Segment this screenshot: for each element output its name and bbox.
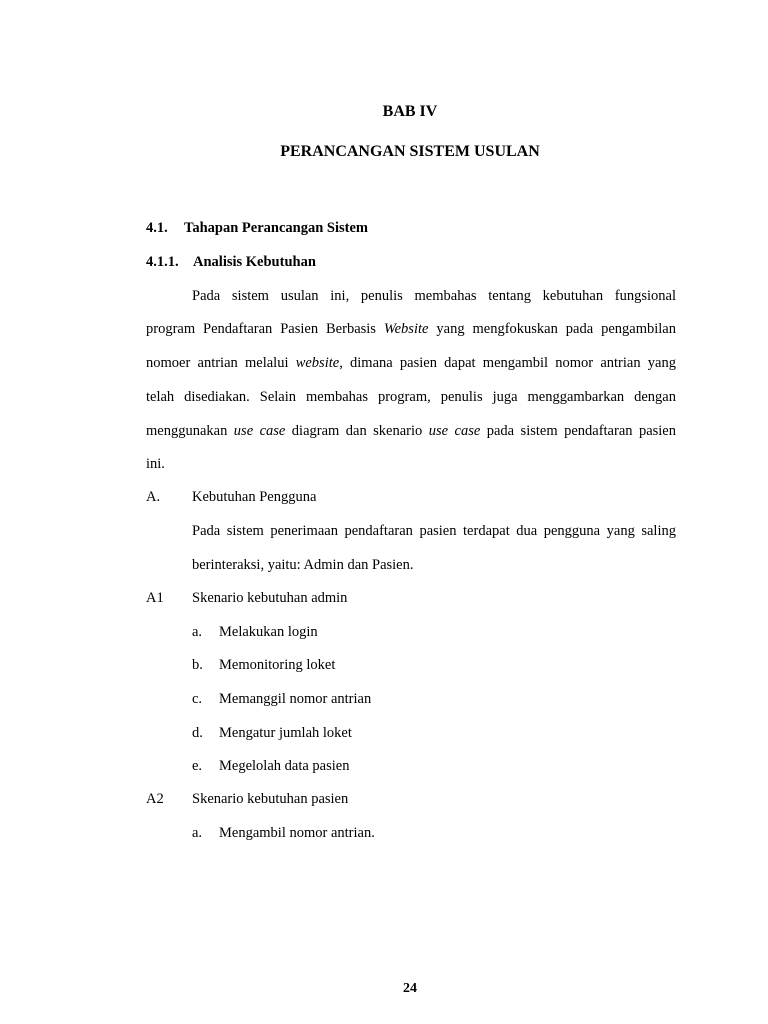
chapter-heading: BAB IV xyxy=(382,103,438,120)
item-a2-marker: A2 xyxy=(146,791,164,807)
section-number: 4.1. xyxy=(146,220,168,236)
chapter-title: PERANCANGAN SISTEM USULAN xyxy=(280,143,540,160)
list-item: Memanggil nomor antrian xyxy=(219,691,372,707)
list-item: Megelolah data pasien xyxy=(219,758,350,774)
list-item: Mengatur jumlah loket xyxy=(219,725,352,741)
paragraph-line-2: program Pendaftaran Pasien Berbasis Website yang mengfokuskan pada pengambilan xyxy=(146,321,676,337)
item-a-marker: A. xyxy=(146,489,161,505)
item-a1-title: Skenario kebutuhan admin xyxy=(192,590,348,606)
item-a-title: Kebutuhan Pengguna xyxy=(192,489,317,505)
item-a-text-line-1: Pada sistem penerimaan pendaftaran pasien terdapat dua pengguna yang saling xyxy=(192,523,676,539)
list-item-marker: a. xyxy=(192,624,203,640)
paragraph-line-6: ini. xyxy=(146,456,165,472)
paragraph-line-4: telah disediakan. Selain membahas program, penulis juga menggambarkan dengan xyxy=(146,389,676,405)
item-a-text-line-2: berinteraksi, yaitu: Admin dan Pasien. xyxy=(192,557,414,573)
list-item-marker: e. xyxy=(192,758,203,774)
item-a1-marker: A1 xyxy=(146,590,164,606)
subsection-title: Analisis Kebutuhan xyxy=(193,254,316,270)
list-item-marker: b. xyxy=(192,657,203,673)
list-item: Mengambil nomor antrian. xyxy=(219,825,375,841)
page-number: 24 xyxy=(403,981,417,996)
subsection-number: 4.1.1. xyxy=(146,254,179,270)
list-item-marker: a. xyxy=(192,825,203,841)
paragraph-line-3: nomoer antrian melalui website, dimana pasien dapat mengambil nomor antrian yang xyxy=(146,355,676,371)
list-item: Melakukan login xyxy=(219,624,318,640)
list-item-marker: c. xyxy=(192,691,203,707)
list-item-marker: d. xyxy=(192,725,203,741)
paragraph-line-5: menggunakan use case diagram dan skenario use case pada sistem pendaftaran pasien xyxy=(146,423,676,439)
list-item: Memonitoring loket xyxy=(219,657,336,673)
section-title: Tahapan Perancangan Sistem xyxy=(184,220,368,236)
item-a2-title: Skenario kebutuhan pasien xyxy=(192,791,349,807)
paragraph-line-1: Pada sistem usulan ini, penulis membahas tentang kebutuhan fungsional xyxy=(192,288,676,304)
